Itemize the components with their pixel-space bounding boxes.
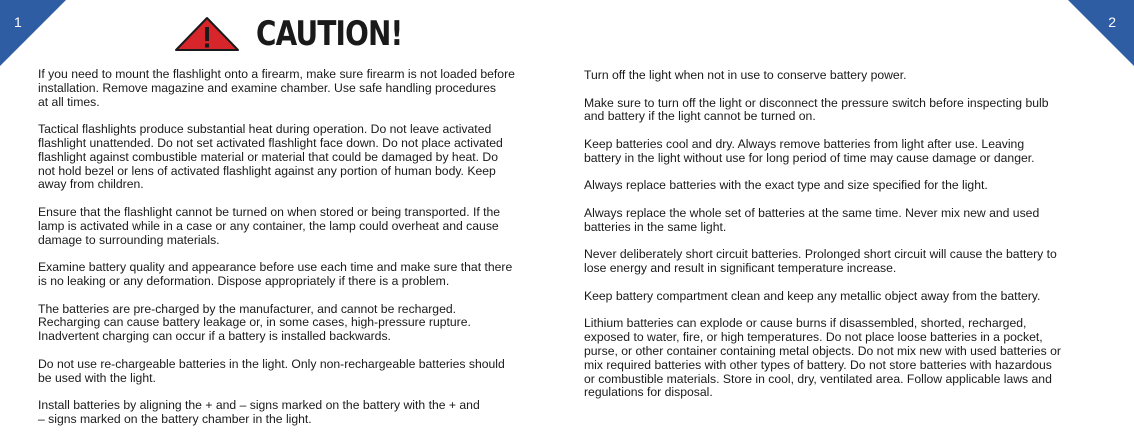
paragraph-battery-inspection: Examine battery quality and appearance before use each time and make sure that there is no leaking or any deformation. Dispose appropriately if there is a problem. <box>38 260 513 288</box>
left-column <box>38 68 543 441</box>
paragraph-storage-transport: Ensure that the flashlight cannot be turned on when stored or being transported. If the lamp is activated while in a case or any container, the lamp could overheat and cause damage to surrounding materials. <box>38 204 501 247</box>
paragraph-cool-dry: Keep batteries cool and dry. Always remove batteries from light after use. Leaving battery in the light without use for long period of time may cause damage or danger. <box>584 136 1035 165</box>
paragraph-compartment-clean: Keep battery compartment clean and keep any metallic object away from the battery. <box>584 288 1041 303</box>
paragraph-no-rechargeable: Do not use re-chargeable batteries in the light. Only non-rechargeable batteries should be used with the light. <box>38 356 505 385</box>
paragraph-lithium-warning: Lithium batteries can explode or cause burns if disassembled, shorted, recharged, exposed to water, fire, or high temperatures. Do not place loose batteries in a pocket, purse, or other container containing metal objects. Do not mix new with used batteries or mix required batteries with other types of battery. Do not store batteries with hazardous or combustible materials. Store in cool, dry, ventilated area. Follow applicable laws and regulations for disposal. <box>584 316 1061 400</box>
paragraph-turn-off-light: Turn off the light when not in use to conserve battery power. <box>584 68 907 82</box>
paragraph-heat-warning: Tactical flashlights produce substantial heat during operation. Do not leave activated flashlight unattended. Do not set activated flashlight face down. Do not place activated flashlight against combustible material or material that could be damaged by heat. Do not hold bezel or lens of activated flashlight against any portion of human body. Keep away from children. <box>38 122 503 192</box>
right-column <box>584 69 1096 414</box>
paragraph-short-circuit: Never deliberately short circuit batteries. Prolonged short circuit will cause the battery to lose energy and result in significant temperature increase. <box>584 247 1057 276</box>
page-corner-left <box>0 0 66 66</box>
paragraph-precharged-batteries: The batteries are pre-charged by the manufacturer, and cannot be recharged. Recharging can cause battery leakage or, in some cases, high-pressure rupture. Inadvertent charging can occur if a battery is installed backwards. <box>38 301 471 344</box>
paragraph-install-batteries: Install batteries by aligning the + and – signs marked on the battery with the + and – signs marked on the battery chamber in the light. <box>38 398 480 426</box>
paragraph-firearm-mount: If you need to mount the flashlight onto a firearm, make sure firearm is not loaded before installation. Remove magazine and examine chamber. Use safe handling procedures at all times. <box>38 67 515 109</box>
paragraph-replace-whole-set: Always replace the whole set of batteries at the same time. Never mix new and used batteries in the same light. <box>584 205 1040 234</box>
page-corner-right <box>1068 0 1134 66</box>
page-number-left: 1 <box>14 14 22 30</box>
warning-triangle-icon <box>174 16 240 52</box>
caution-heading <box>174 14 435 54</box>
paragraph-exact-type: Always replace batteries with the exact type and size specified for the light. <box>584 178 988 193</box>
paragraph-inspect-bulb: Make sure to turn off the light or disconnect the pressure switch before inspecting bulb and battery if the light cannot be turned on. <box>584 95 1049 124</box>
page-number-right: 2 <box>1108 14 1116 30</box>
caution-title: CAUTION! <box>256 14 403 54</box>
